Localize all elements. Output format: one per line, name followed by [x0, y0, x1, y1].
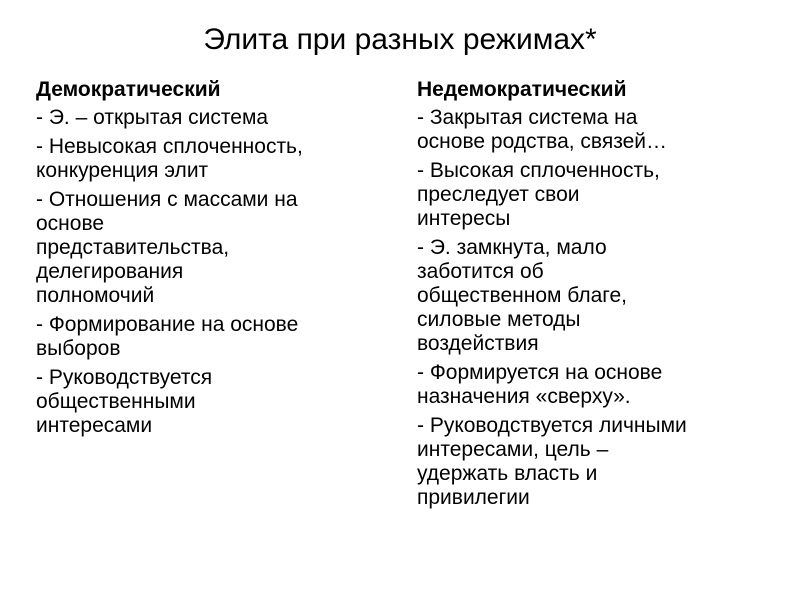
democratic-item-open-system: - Э. – открытая система	[36, 106, 269, 129]
democratic-item-guidance: - Руководствуется общественными интересами	[36, 366, 213, 437]
democratic-item-formation: - Формирование на основе выборов	[36, 313, 299, 360]
democratic-column	[36, 78, 396, 443]
democratic-item-cohesion: - Невысокая сплоченность, конкуренция элит	[36, 135, 303, 182]
nondemocratic-item-formation: - Формируется на основе назначения «сверху».	[417, 361, 663, 408]
nondemocratic-column	[417, 78, 787, 515]
democratic-item-relations: - Отношения с массами на основе представительства, делегирования полномочий	[36, 188, 298, 307]
nondemocratic-item-closed-elite: - Э. замкнута, мало заботится об общественном благе, силовые методы воздействия	[417, 236, 628, 355]
nondemocratic-item-closed-system: - Закрытая система на основе родства, связей…	[417, 106, 668, 153]
nondemocratic-heading: Недемократический	[417, 78, 627, 101]
nondemocratic-item-cohesion: - Высокая сплоченность, преследует свои интересы	[417, 159, 660, 230]
democratic-heading: Демократический	[36, 78, 221, 101]
slide-title: Элита при разных режимах*	[203, 23, 597, 56]
nondemocratic-item-guidance: - Руководствуется личными интересами, цель – удержать власть и привилегии	[417, 414, 687, 509]
